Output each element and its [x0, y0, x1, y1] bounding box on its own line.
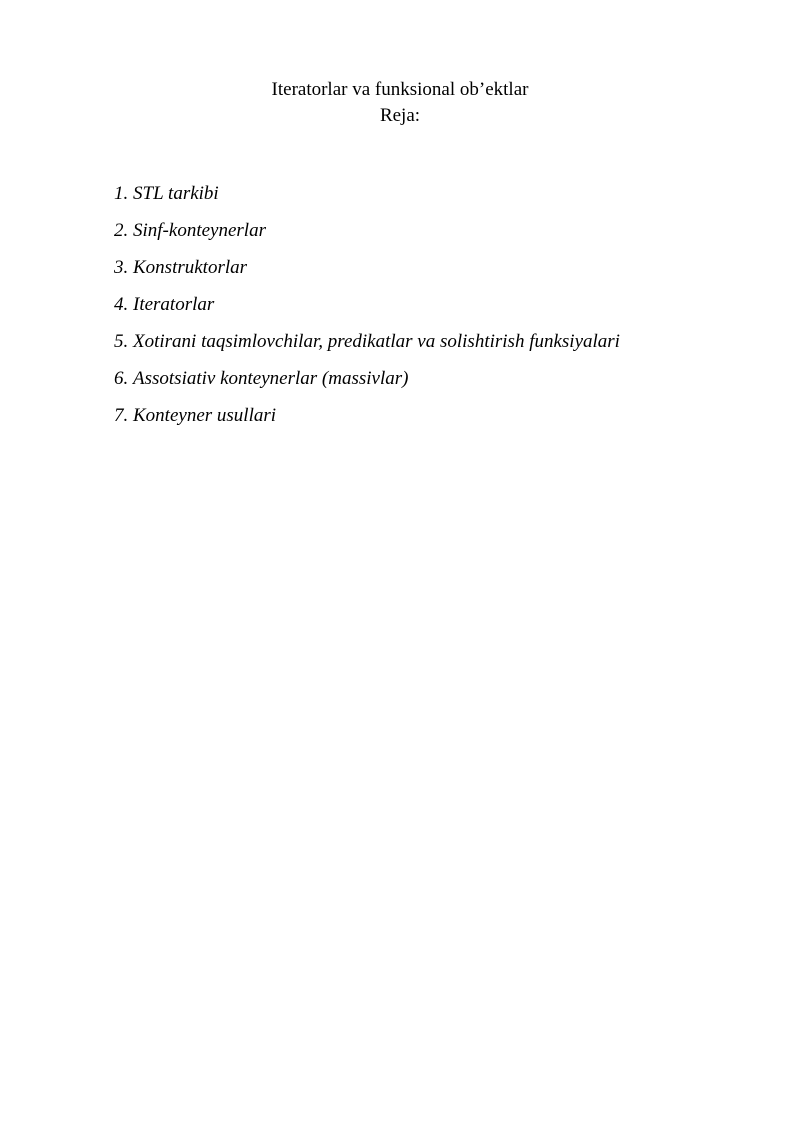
plan-item-5: [114, 323, 620, 360]
plan-heading: Reja:: [379, 105, 421, 126]
plan-item-3: [114, 249, 620, 286]
plan-item-text: STL tarkibi: [133, 182, 219, 204]
plan-item-number: 1.: [114, 182, 129, 204]
plan-item-text: Konteyner usullari: [133, 404, 277, 426]
plan-item-number: 4.: [114, 293, 129, 315]
plan-item-6: [114, 360, 620, 397]
plan-item-4: [114, 286, 620, 323]
plan-item-number: 7.: [114, 404, 129, 426]
plan-item-1: [114, 175, 620, 212]
plan-item-number: 2.: [114, 219, 129, 241]
plan-item-7: [114, 397, 620, 434]
plan-item-number: 3.: [114, 256, 129, 278]
document-title: Iteratorlar va funksional ob’ektlar: [271, 79, 529, 100]
plan-item-text: Assotsiativ konteynerlar (massivlar): [133, 367, 409, 389]
plan-item-text: Xotirani taqsimlovchilar, predikatlar va solishtirish funksiyalari: [133, 330, 620, 352]
plan-item-text: Sinf-konteynerlar: [133, 219, 266, 241]
plan-list: [114, 175, 620, 434]
plan-item-number: 6.: [114, 367, 129, 389]
plan-item-text: Iteratorlar: [133, 293, 215, 315]
plan-item-2: [114, 212, 620, 249]
plan-item-number: 5.: [114, 330, 129, 352]
plan-item-text: Konstruktorlar: [133, 256, 248, 278]
